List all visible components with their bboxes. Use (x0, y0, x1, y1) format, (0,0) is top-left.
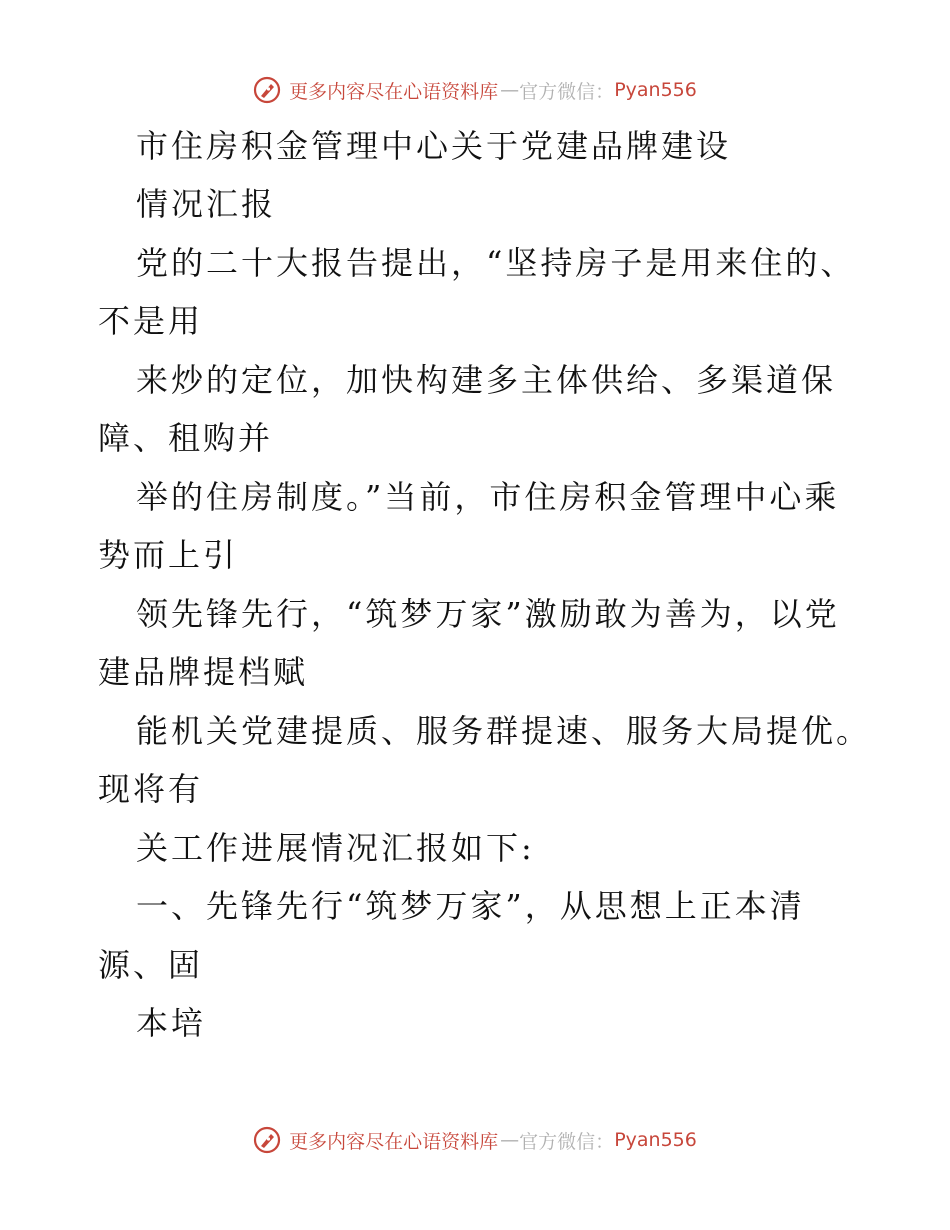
paragraph-line: 党的二十大报告提出，“坚持房子是用来住的、 (136, 244, 856, 282)
document-title-line-2: 情况汇报 (136, 185, 277, 223)
section-heading-line: 源、固 (98, 946, 204, 984)
watermark-contact-label: 官方微信： (519, 80, 615, 103)
watermark-site-text: 更多内容尽在心语资料库 (289, 1130, 499, 1153)
header-watermark (0, 72, 950, 108)
document-title-line-1: 市住房积金管理中心关于党建品牌建设 (136, 127, 732, 165)
pen-nib-circle-icon (253, 1126, 281, 1154)
paragraph-line: 现将有 (98, 770, 204, 808)
watermark-contact-label: 官方微信： (519, 1130, 615, 1153)
paragraph-line: 举的住房制度。”当前，市住房积金管理中心乘 (136, 478, 840, 516)
pen-nib-circle-icon (253, 76, 281, 104)
section-heading-line: 一、先锋先行“筑梦万家”，从思想上正本清 (136, 887, 805, 925)
watermark-contact-id: Pyan556 (614, 1129, 697, 1151)
paragraph-line: 来炒的定位，加快构建多主体供给、多渠道保 (136, 361, 837, 399)
watermark-dash: — (500, 1129, 518, 1151)
paragraph-line: 势而上引 (98, 536, 239, 574)
paragraph-line: 关工作进展情况汇报如下: (136, 829, 535, 867)
paragraph-line: 不是用 (98, 302, 204, 340)
paragraph-line: 障、租购并 (98, 419, 274, 457)
watermark-contact-id: Pyan556 (614, 79, 697, 101)
watermark-dash: — (500, 79, 518, 101)
paragraph-line: 领先锋先行，“筑梦万家”激励敢为善为，以党 (136, 595, 840, 633)
section-heading-line: 本培 (136, 1004, 207, 1042)
paragraph-line: 能机关党建提质、服务群提速、服务大局提优。 (136, 712, 872, 750)
watermark-site-text: 更多内容尽在心语资料库 (289, 80, 499, 103)
paragraph-line: 建品牌提档赋 (98, 653, 309, 691)
footer-watermark (0, 1122, 950, 1158)
